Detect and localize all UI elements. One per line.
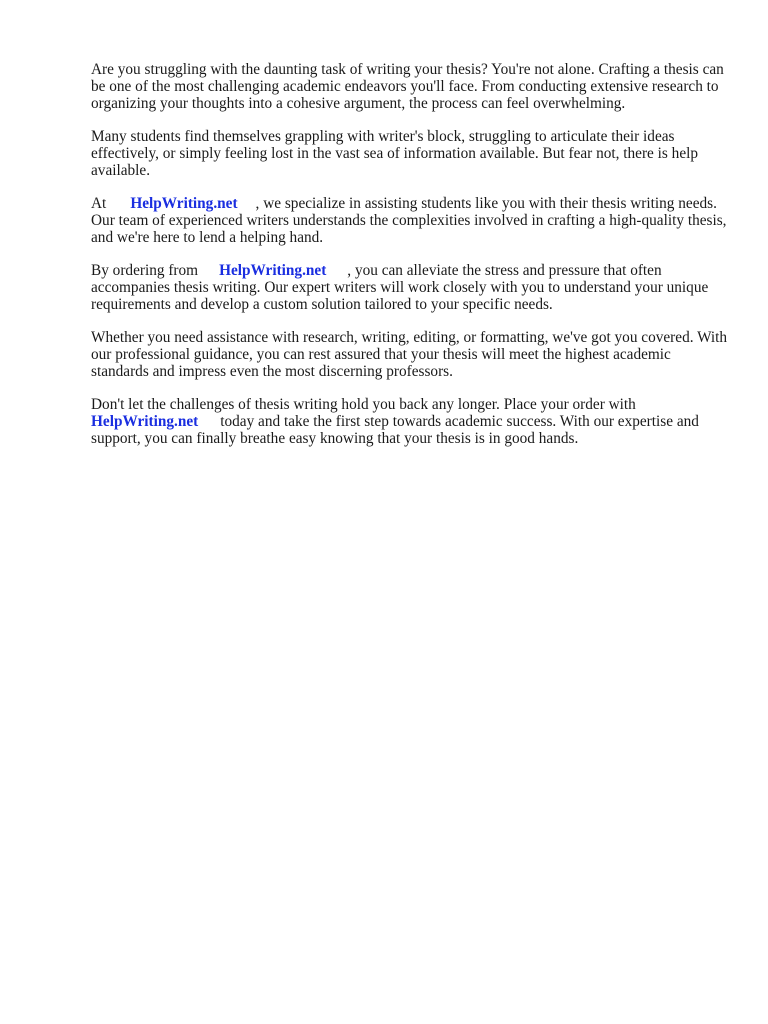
paragraph-cta-text: today and take the first step towards academic success. With our expertise and support, you can finally breathe easy knowing that your thesis is in good hands. xyxy=(91,413,699,447)
helpwriting-link[interactable]: HelpWriting.net xyxy=(219,262,327,279)
paragraph-ordering xyxy=(91,262,731,313)
helpwriting-link[interactable]: HelpWriting.net xyxy=(91,413,199,430)
paragraph-service-text: , we specialize in assisting students like you with their thesis writing needs. Our team of experienced writers understands the complexities involved in crafting a high-quality thesis, and we're here to lend a helping hand. xyxy=(91,195,727,246)
paragraph-service xyxy=(91,195,731,246)
paragraph-struggles: Many students find themselves grappling with writer's block, struggling to articulate their ideas effectively, or simply feeling lost in the vast sea of information available. But fear not, there is help available. xyxy=(91,128,699,179)
paragraph-ordering-text: , you can alleviate the stress and pressure that often accompanies thesis writing. Our expert writers will work closely with you to understand your unique requirements and develop a custom solution tailored to your specific needs. xyxy=(91,262,709,313)
document-body xyxy=(91,61,731,463)
paragraph-ordering-lead: By ordering from xyxy=(91,262,199,279)
paragraph-intro: Are you struggling with the daunting task of writing your thesis? You're not alone. Crafting a thesis can be one of the most challenging academic endeavors you'll face. From conducting extensive research to organizing your thoughts into a cohesive argument, the process can feel overwhelming. xyxy=(91,61,724,112)
paragraph-assistance: Whether you need assistance with research, writing, editing, or formatting, we've got you covered. With our professional guidance, you can rest assured that your thesis will meet the highest academic standards and impress even the most discerning professors. xyxy=(91,329,728,380)
helpwriting-link[interactable]: HelpWriting.net xyxy=(130,195,238,212)
paragraph-call-to-action xyxy=(91,396,731,447)
paragraph-cta-lead: Don't let the challenges of thesis writing hold you back any longer. Place your order with xyxy=(91,396,636,413)
paragraph-service-lead: At xyxy=(91,195,107,212)
